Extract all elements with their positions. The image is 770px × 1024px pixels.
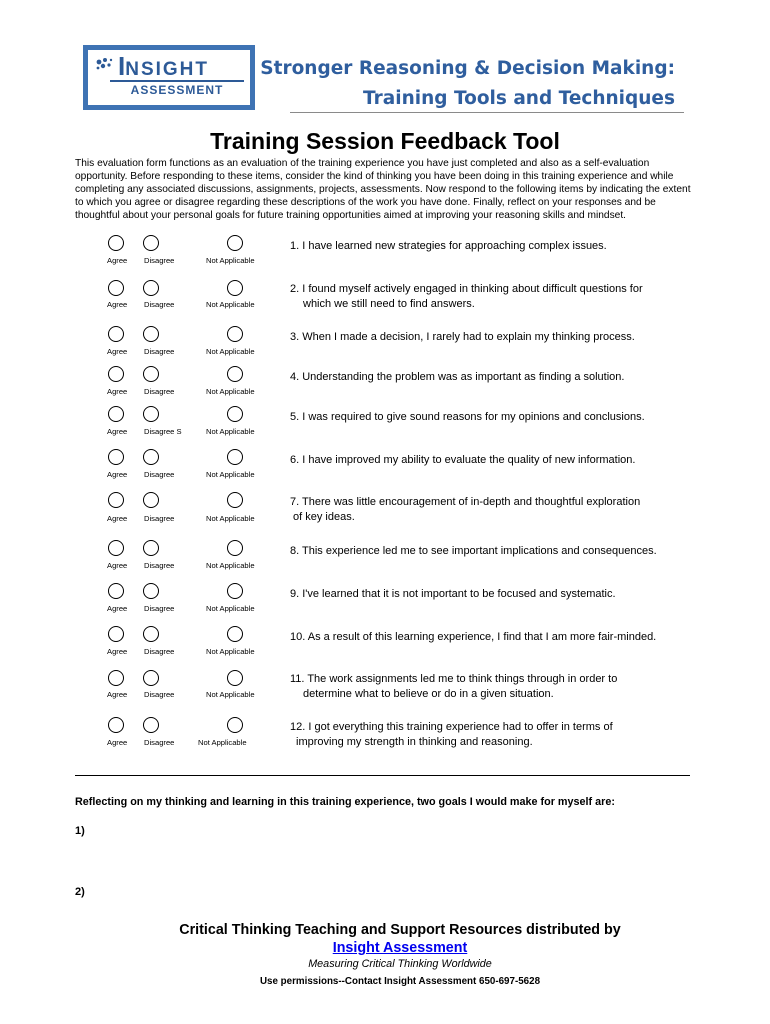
not-applicable-label: Not Applicable (206, 561, 255, 570)
agree-label: Agree (107, 514, 128, 523)
not-applicable-label: Not Applicable (198, 738, 247, 747)
agree-label: Agree (107, 738, 128, 747)
agree-radio[interactable] (108, 583, 124, 599)
item-text: 3. When I made a decision, I rarely had to explain my thinking process. (290, 331, 635, 343)
disagree-label: Disagree (144, 604, 175, 613)
insight-assessment-link[interactable]: Insight Assessment (332, 940, 468, 956)
feedback-item (100, 449, 700, 491)
not-applicable-radio[interactable] (227, 717, 243, 733)
feedback-item (100, 280, 700, 322)
not-applicable-radio[interactable] (227, 492, 243, 508)
agree-radio[interactable] (108, 540, 124, 556)
agree-radio[interactable] (108, 449, 124, 465)
item-text: 10. As a result of this learning experience, I find that I am more fair-minded. (290, 631, 657, 643)
not-applicable-radio[interactable] (227, 406, 243, 422)
not-applicable-radio[interactable] (227, 326, 243, 342)
item-text: 4. Understanding the problem was as important as finding a solution. (290, 371, 625, 383)
agree-label: Agree (107, 647, 128, 656)
item-text: 7. There was little encouragement of in-depth and thoughtful exploration of key ideas. (290, 496, 641, 523)
footer-tagline: Measuring Critical Thinking Worldwide (308, 958, 492, 970)
not-applicable-label: Not Applicable (206, 647, 255, 656)
intro-paragraph: This evaluation form functions as an evaluation of the training experience you have just completed and also as a self-evaluation opportunity. Before responding to these items, consider the kind of thinking you have been doing in this training experience and while completing any associated discussions, assignments, projects, assessments. Now respond to the following items by indicating the extent to which you agree or disagree regarding these descriptions of the work you have done. Finally, reflect on your responses and be thoughtful about your personal goals for future training opportunities aimed at improving your reasoning skills and mindset. (75, 158, 691, 221)
footer-permissions: Use permissions--Contact Insight Assessment 650-697-5628 (259, 976, 541, 987)
agree-radio[interactable] (108, 366, 124, 382)
feedback-item (100, 406, 700, 448)
disagree-radio[interactable] (143, 717, 159, 733)
not-applicable-label: Not Applicable (206, 470, 255, 479)
feedback-item (100, 540, 700, 582)
disagree-label: Disagree S (144, 427, 182, 436)
agree-radio[interactable] (108, 626, 124, 642)
goal-2-label: 2) (75, 886, 85, 898)
feedback-item (100, 583, 700, 625)
disagree-radio[interactable] (143, 626, 159, 642)
agree-label: Agree (107, 256, 128, 265)
logo-dots-icon (94, 56, 116, 76)
feedback-item (100, 366, 700, 408)
item-text: 1. I have learned new strategies for approaching complex issues. (290, 240, 607, 252)
feedback-item (100, 717, 700, 759)
not-applicable-radio[interactable] (227, 280, 243, 296)
feedback-item (100, 235, 700, 277)
disagree-label: Disagree (144, 470, 175, 479)
agree-label: Agree (107, 561, 128, 570)
logo-wordmark: INSIGHT (118, 50, 210, 81)
item-text: 2. I found myself actively engaged in thinking about difficult questions for which we still need to find answers. (290, 283, 643, 310)
agree-label: Agree (107, 690, 128, 699)
disagree-label: Disagree (144, 738, 175, 747)
disagree-label: Disagree (144, 561, 175, 570)
not-applicable-radio[interactable] (227, 670, 243, 686)
item-text: 12. I got everything this training experience had to offer in terms of improving my strength in thinking and reasoning. (290, 721, 613, 748)
disagree-radio[interactable] (143, 326, 159, 342)
disagree-radio[interactable] (143, 583, 159, 599)
agree-radio[interactable] (108, 280, 124, 296)
disagree-label: Disagree (144, 647, 175, 656)
item-text: 8. This experience led me to see important implications and consequences. (290, 545, 657, 557)
feedback-item (100, 492, 700, 534)
feedback-item (100, 670, 700, 712)
disagree-label: Disagree (144, 690, 175, 699)
feedback-item (100, 326, 700, 368)
not-applicable-label: Not Applicable (206, 300, 255, 309)
not-applicable-radio[interactable] (227, 449, 243, 465)
page-title: Training Session Feedback Tool (210, 128, 560, 154)
logo-divider (110, 80, 244, 82)
header-line-2: Training Tools and Techniques (363, 88, 675, 109)
item-text: 6. I have improved my ability to evaluate the quality of new information. (290, 454, 636, 466)
disagree-radio[interactable] (143, 449, 159, 465)
disagree-label: Disagree (144, 256, 175, 265)
disagree-radio[interactable] (143, 406, 159, 422)
disagree-radio[interactable] (143, 235, 159, 251)
agree-radio[interactable] (108, 406, 124, 422)
disagree-radio[interactable] (143, 670, 159, 686)
agree-radio[interactable] (108, 717, 124, 733)
not-applicable-label: Not Applicable (206, 514, 255, 523)
agree-label: Agree (107, 470, 128, 479)
agree-radio[interactable] (108, 326, 124, 342)
agree-label: Agree (107, 427, 128, 436)
not-applicable-label: Not Applicable (206, 427, 255, 436)
not-applicable-radio[interactable] (227, 366, 243, 382)
page-header (260, 54, 675, 114)
not-applicable-radio[interactable] (227, 540, 243, 556)
disagree-radio[interactable] (143, 280, 159, 296)
section-divider (75, 775, 690, 776)
not-applicable-label: Not Applicable (206, 690, 255, 699)
insight-assessment-logo (83, 45, 255, 110)
agree-label: Agree (107, 604, 128, 613)
disagree-label: Disagree (144, 300, 175, 309)
disagree-radio[interactable] (143, 366, 159, 382)
not-applicable-radio[interactable] (227, 235, 243, 251)
footer-title: Critical Thinking Teaching and Support Resources distributed by (179, 922, 621, 938)
agree-radio[interactable] (108, 492, 124, 508)
reflection-prompt: Reflecting on my thinking and learning in this training experience, two goals I would make for myself are: (75, 796, 615, 808)
item-text: 5. I was required to give sound reasons for my opinions and conclusions. (290, 411, 645, 423)
agree-radio[interactable] (108, 670, 124, 686)
not-applicable-radio[interactable] (227, 626, 243, 642)
not-applicable-label: Not Applicable (206, 604, 255, 613)
goal-1-label: 1) (75, 825, 85, 837)
not-applicable-label: Not Applicable (206, 256, 255, 265)
disagree-label: Disagree (144, 347, 175, 356)
not-applicable-radio[interactable] (227, 583, 243, 599)
not-applicable-label: Not Applicable (206, 387, 255, 396)
header-rule (290, 112, 684, 113)
logo-subtitle: ASSESSMENT (130, 83, 224, 97)
feedback-item (100, 626, 700, 668)
disagree-label: Disagree (144, 387, 175, 396)
disagree-radio[interactable] (143, 492, 159, 508)
not-applicable-label: Not Applicable (206, 347, 255, 356)
agree-label: Agree (107, 300, 128, 309)
agree-label: Agree (107, 387, 128, 396)
disagree-label: Disagree (144, 514, 175, 523)
item-text: 11. The work assignments led me to think things through in order to determine what to believe or do in a given situation. (290, 673, 618, 700)
item-text: 9. I've learned that it is not important to be focused and systematic. (290, 588, 616, 600)
agree-label: Agree (107, 347, 128, 356)
disagree-radio[interactable] (143, 540, 159, 556)
agree-radio[interactable] (108, 235, 124, 251)
header-line-1: Stronger Reasoning & Decision Making: (260, 58, 675, 79)
